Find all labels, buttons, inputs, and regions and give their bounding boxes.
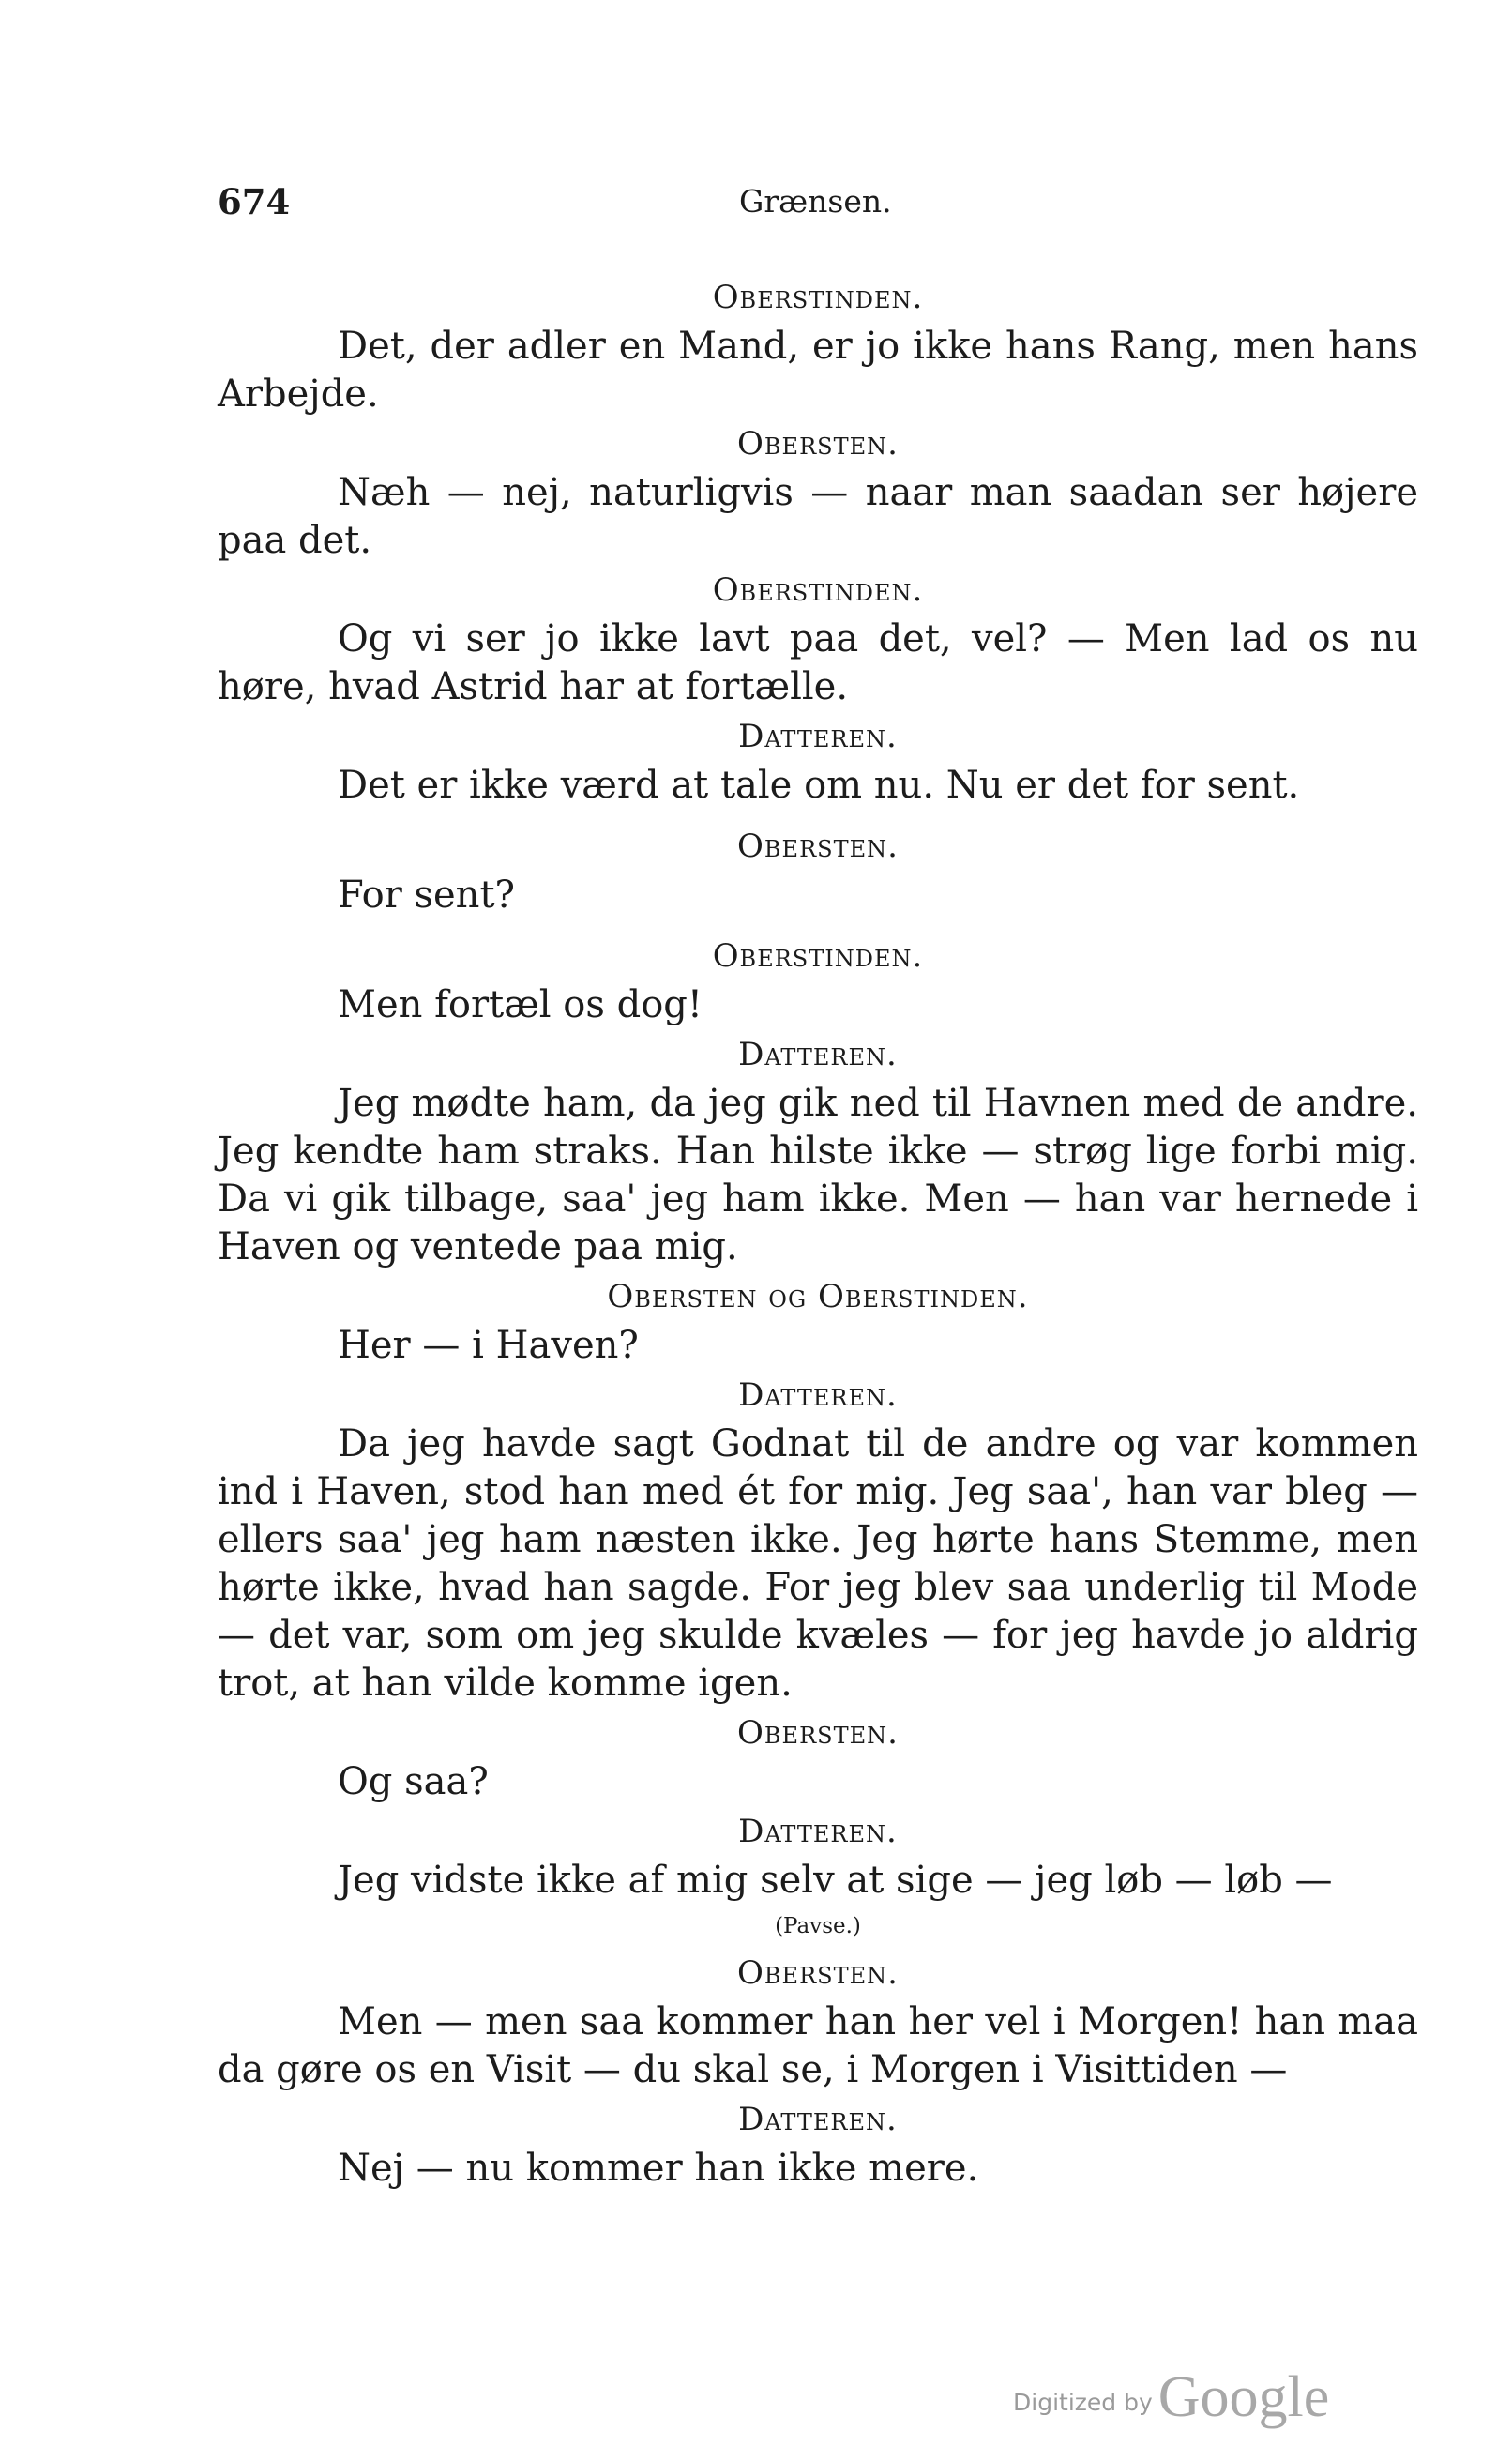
speaker-name: Oberstinden.: [712, 937, 924, 975]
speaker-name: Obersten.: [737, 1954, 899, 1992]
speech-line: Da jeg havde sagt Godnat til de andre og var kommen ind i Haven, stod han med ét for mig. Jeg saa', han var bleg — ellers saa' jeg ham næsten ikke. Jeg hørte hans Stemme, men hørte ikke, hvad han sagde. For jeg blev saa underlig til Mode — det var, som om jeg skulde kvæles — for jeg havde jo aldrig trot, at han vilde komme igen.: [218, 1422, 1418, 1705]
speaker-name: Obersten.: [737, 1714, 899, 1752]
speech-line: Men fortæl os dog!: [338, 983, 703, 1026]
speaker-name: Obersten.: [737, 828, 899, 865]
speech-line: Men — men saa kommer han her vel i Morgen! han maa da gøre os en Visit — du skal se, i Morgen i Visittiden —: [218, 2000, 1418, 2091]
page-header: [218, 181, 1418, 237]
speaker-name: Datteren.: [738, 2101, 898, 2138]
speech-line: Her — i Haven?: [338, 1324, 639, 1367]
speech-line: Næh — nej, naturligvis — naar man saadan ser højere paa det.: [218, 471, 1418, 562]
speech-line: Det, der adler en Mand, er jo ikke hans Rang, men hans Arbejde.: [218, 325, 1418, 416]
speech-line: Og saa?: [338, 1760, 489, 1803]
speaker-name: Datteren.: [738, 1376, 898, 1414]
google-logo: Google: [1157, 2365, 1330, 2429]
play-text: [218, 272, 1418, 2193]
speaker-name: Oberstinden.: [712, 279, 924, 316]
speech-line: Og vi ser jo ikke lavt paa det, vel? — Men lad os nu høre, hvad Astrid har at fortælle.: [218, 617, 1418, 708]
speaker-name: Datteren.: [738, 1813, 898, 1850]
page-number: 674: [218, 181, 291, 222]
digitization-watermark: [1013, 2364, 1329, 2431]
speaker-name: Oberstinden.: [712, 571, 924, 609]
speaker-name: Obersten og Oberstinden.: [607, 1278, 1029, 1315]
running-title: Grænsen.: [739, 183, 892, 220]
stage-direction: (Pavse.): [775, 1914, 861, 1938]
speaker-name: Obersten.: [737, 425, 899, 463]
speech-line: Nej — nu kommer han ikke mere.: [338, 2147, 979, 2190]
speech-line: Det er ikke værd at tale om nu. Nu er det for sent.: [338, 764, 1300, 807]
speech-line: For sent?: [338, 874, 515, 917]
digitized-by-label: Digitized by: [1013, 2389, 1153, 2416]
speaker-name: Datteren.: [738, 1036, 898, 1073]
speech-line: Jeg vidste ikke af mig selv at sige — jeg løb — løb —: [338, 1859, 1333, 1902]
speaker-name: Datteren.: [738, 718, 898, 755]
speech-line: Jeg mødte ham, da jeg gik ned til Havnen med de andre. Jeg kendte ham straks. Han hilste ikke — strøg lige forbi mig. Da vi gik tilbage, saa' jeg ham ikke. Men — han var hernede i Haven og ventede paa mig.: [218, 1082, 1418, 1268]
